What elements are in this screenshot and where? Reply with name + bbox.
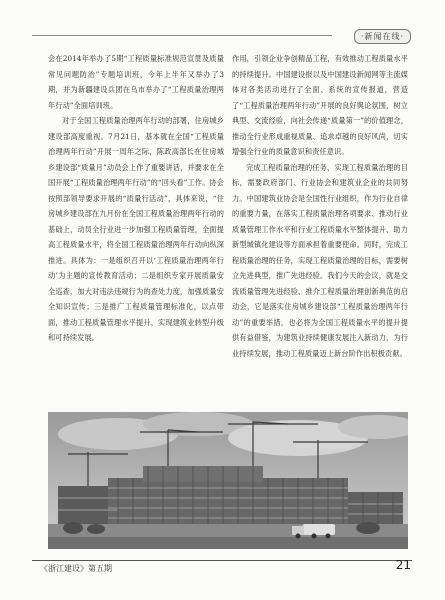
section-tag: ·新闻在线· (354, 29, 411, 44)
right-paragraph-2: 完成工程质量治理的任务，实现工程质量治理的目标，需要政府部门、行业协会和建筑业企业的共同努力。中国建筑业协会是全国性行业组织，作为行业自律的重要力量，在落实工程质量治理各项要求、推动行业质量管理工作水平和行业工程质量水平整体提升、助力新型城镇化建设等方面承担着重要使命。同时，完成工程质量治理的任务，实现工程质量治理的目标，需要树立先进典型，推广先进经验。我们今天的会议，就是交流质量管理先进经验、推介工程质量治理创新典范的启动会，它是落实住房城乡建设部“工程质量治理两年行动”的重要举措，也必将为全国工程质量水平的提升提供有益借鉴，为建筑业持续健康发展注入新动力，为行业持续发展，推动工程质量迈上新台阶作出积极贡献。 (232, 162, 408, 358)
construction-site-photo (48, 412, 408, 549)
footer-rule (32, 560, 412, 561)
right-paragraph-1: 作用，引领企业争创精品工程，有效推动工程质量水平的持续提升。中国建设报以及中国建设新闻网等主流媒体对各类活动进行了全面、系统的宣传报道，营造了“工程质量治理两年行动”开展的良好舆论氛围，树立典型、交流经验，向社会传递“质量第一”的价值理念，推动全行业形成重视质量、追求卓越的良好风尚，切实增强全行业的质量意识和责任意识。 (232, 54, 408, 156)
magazine-title: 《浙江建设》第五期 (40, 564, 112, 573)
photo-illustration (48, 412, 408, 549)
header-rule (32, 35, 332, 36)
page-number: 21 (395, 558, 411, 572)
left-paragraph-1: 会在2014年举办了5期“工程质量标准规范宣贯及质量常见问题防治”专题培训班，今年上半年又举办了3期，并为新疆建设兵团在乌市举办了“工程质量治理两年行动”全面培训班。 (48, 54, 224, 110)
right-text-column (232, 51, 408, 361)
left-text-column (48, 51, 224, 346)
left-paragraph-2: 对于全国工程质量治理两年行动的部署，住房城乡建设部高度重视。7月21日，基本就在全国“工程质量治理两年行动”开展一周年之际，陈政高部长在住房城乡建设部“质量月”动员会上作了重要讲话，并要求在全国开展“工程质量治理两年行动”的“回头看”工作。协会按照部领导要求开展的“质量行活动”，具体来说，“住房城乡建设部在九月份在全国工程质量治理两年行动的基础上，动员全行业进一步加强工程质量管理，全面提高工程质量水平，将全国工程质量治理两年行动向纵深推进。具体为：一是组织召开以‘工程质量治理两年行动’为主题的宣传教育活动；二是组织专家开展质量安全巡查，加大对违法违规行为的查处力度，加强质量安全知识宣传；三是推广工程质量管理标准化，以点带面，推动工程质量管理水平提升，实现建筑业转型升级和可持续发展。 (48, 116, 224, 342)
